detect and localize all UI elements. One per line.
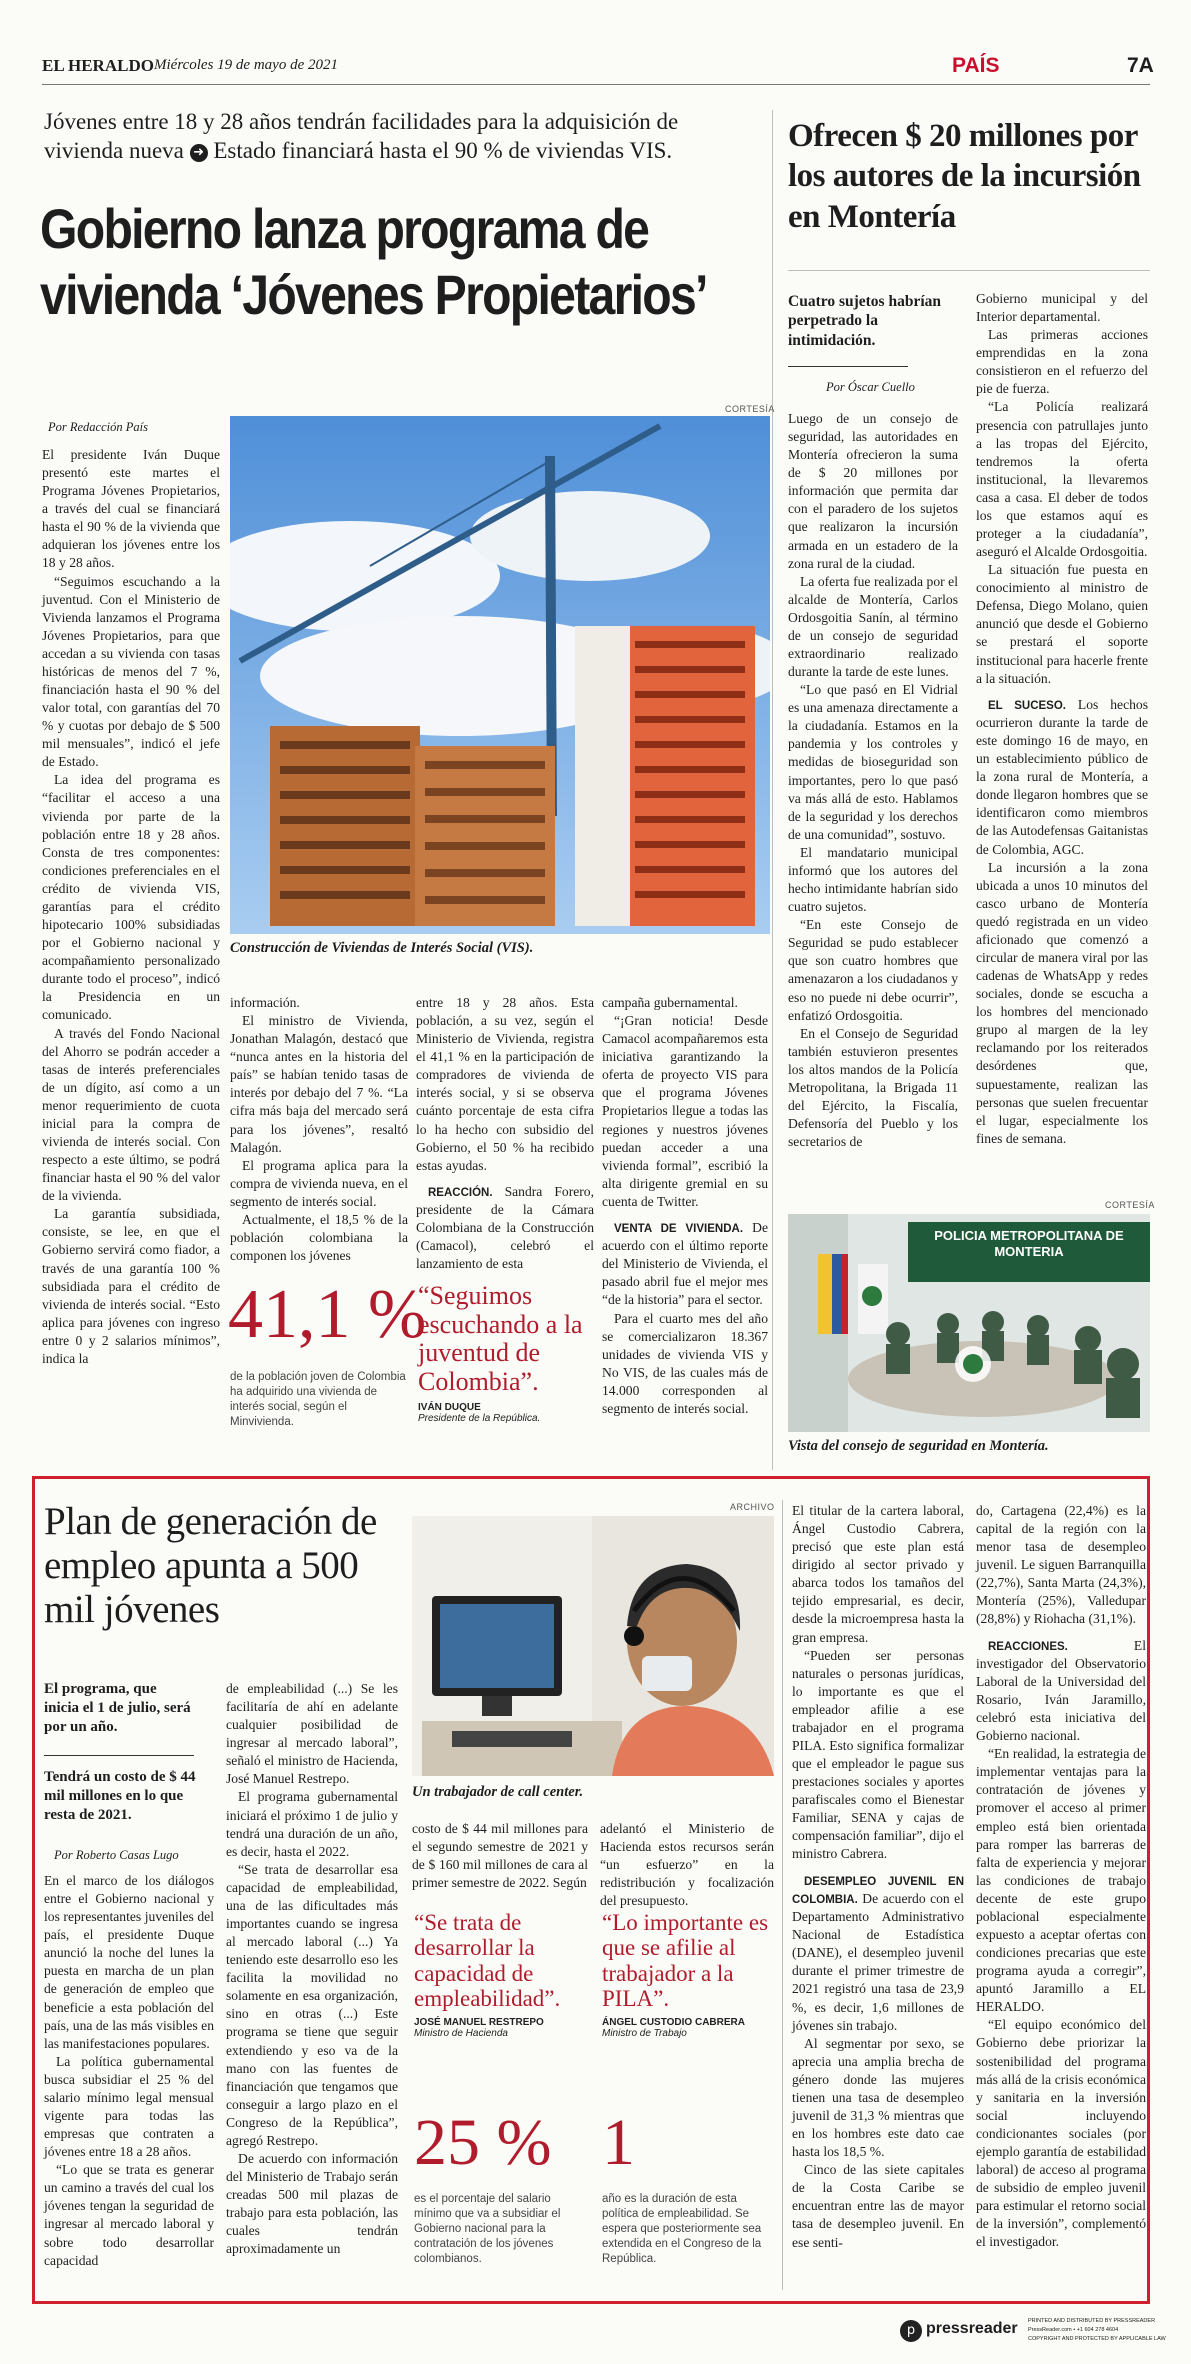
- side-column-1: [788, 410, 958, 1151]
- paragraph: A través del Fondo Nacional del Ahorro se podrán acceder a tasas de interés preferenciales de un dígito, así como a un menor requerimiento de cuota inicial para la compra de vivienda de interés social. Con respecto a este último, se podrá financiar hasta el 90 % del valor de la vivienda.: [42, 1025, 220, 1204]
- paragraph: “La Policía realizará presencia con patrullajes junto a las tropas del Ejército, tendremos la oferta institucional, la llevaremos casa a casa. El deber de todos los que estamos aquí es proteger a la ciudadanía”, aseguró el Alcalde Ordosgoitia.: [976, 399, 1148, 560]
- side-photo-credit: CORTESÍA: [1105, 1200, 1155, 1210]
- quote-author-role: Ministro de Hacienda: [414, 2028, 508, 2040]
- main-byline: Por Redacción País: [48, 420, 148, 434]
- paragraph: “En realidad, la estrategia de implementar ventajas para la contratación de jóvenes y promover el acceso al primer empleo está bien orientada para romper las barreras de falta de experiencia y mejorar las condiciones de trabajo decente de este grupo poblacional especialmente expuesto a aceptar ofertas con condiciones precarias que este programa ayuda a corregir”, apuntó Jaramillo a EL HERALDO.: [976, 1746, 1146, 2015]
- paragraph: De acuerdo con información del Ministerio de Trabajo serán creadas 500 mil plazas de trabajo para esta población, las cuales tendrán aproximadamente un: [226, 2151, 398, 2257]
- call-center-photo: [412, 1516, 774, 1776]
- paragraph: información.: [230, 995, 300, 1010]
- quote-author: JOSÉ MANUEL RESTREPO: [414, 2017, 544, 2029]
- paragraph-text: Los hechos ocurrieron durante la tarde de este domingo 16 de mayo, en un establecimiento público de la zona rural de Montería, a donde llegaron hombres que se identificaron como miembros de las Autodefensas Gaitanistas de Colombia, AGC.: [976, 696, 1148, 857]
- paragraph: La política gubernamental busca subsidiar el 25 % del salario mínimo legal mensual vigente para todas las empresas que contraten a jóvenes entre 18 a 28 años.: [44, 2053, 214, 2160]
- subhead-suceso: EL SUCESO.: [988, 699, 1066, 712]
- paragraph: Cinco de las siete capitales de la Costa Caribe se encuentran entre las de mayor tasa de desempleo juvenil. En ese senti-: [792, 2162, 964, 2250]
- column-rule-main-side: [772, 110, 773, 1470]
- paragraph: Actualmente, el 18,5 % de la población colombiana la componen los jóvenes: [230, 1211, 408, 1264]
- paragraph: Gobierno municipal y del Interior departamental.: [976, 291, 1148, 325]
- side-byline: Por Óscar Cuello: [826, 380, 915, 394]
- construction-illustration: [230, 416, 770, 934]
- empleo-byline: Por Roberto Casas Lugo: [54, 1848, 179, 1862]
- subhead-venta: VENTA DE VIVIENDA.: [614, 1222, 744, 1235]
- subhead-reacciones: REACCIONES.: [988, 1640, 1068, 1653]
- paragraph: “Seguimos escuchando a la juventud. Con el Ministerio de Vivienda lanzamos el Programa Jóvenes Propietarios, para que accedan a su vivienda con tasas históricas de menos del 7 %, financiación hasta el 90 % del valor total, con garantías del 70 % y cuotas por debajo de $ 500 mil mensuales”, indicó el jefe de Estado.: [42, 573, 220, 770]
- paragraph: El mandatario municipal informó que los autores del hecho intimidante habrían sido cuatro sujetos.: [788, 844, 958, 915]
- paragraph: campaña gubernamental.: [602, 995, 738, 1010]
- paragraph: “Lo que se trata es generar un camino a través del cual los jóvenes tengan la seguridad de ingresar al mercado laboral y sobre todo desarrollar capacidad: [44, 2162, 214, 2268]
- empleo-column-2: [226, 1680, 398, 2259]
- paragraph: La incursión a la zona ubicada a unos 10 minutos del casco urbano de Montería quedó registrada en un video aficionado que comenzó a circular de manera viral por las cadenas de WhatsApp y redes sociales, donde se escucha a los hombres del mencionado grupo al margen de la ley reclamando por los reiterados desórdenes que, supuestamente, realizan las personas que suelen frecuentar el lugar, especialmente los fines de semana.: [976, 859, 1148, 1146]
- paragraph-text: Sandra Forero, presidente de la Cámara Colombiana de la Construcción (Camacol), celebró el lanzamiento de esta: [416, 1183, 594, 1272]
- page-number: 7A: [1127, 54, 1154, 77]
- quote-author-role: Ministro de Trabajo: [602, 2028, 687, 2040]
- empleo-photo-caption: Un trabajador de call center.: [412, 1784, 584, 1800]
- empleo-headline: Plan de generación de empleo apunta a 500 mil jóvenes: [44, 1500, 377, 1632]
- paragraph: En el marco de los diálogos entre el Gobierno nacional y los representantes juveniles del país, el presidente Duque anunció la noche del lunes la puesta en marcha de un plan de generación de empleo que beneficie a esta población del país, una de las más visibles en las manifestaciones populares.: [44, 1873, 214, 2051]
- paragraph: [976, 696, 1148, 859]
- paragraph: Las primeras acciones emprendidas en la zona consistieron en el refuerzo del pie de fuerza.: [976, 327, 1148, 397]
- arrow-icon: ➜: [190, 144, 208, 162]
- main-pull-quote: [418, 1282, 593, 1424]
- main-kicker: [44, 108, 759, 166]
- side-photo-caption: Vista del consejo de seguridad en Montería.: [788, 1438, 1049, 1454]
- quote-text: “Se trata de desarrollar la capacidad de empleabilidad”.: [414, 1910, 561, 2011]
- paragraph: [792, 1872, 964, 2035]
- main-headline: [40, 196, 780, 328]
- paragraph-text: De acuerdo con el último reporte del Ministerio de Vivienda, el pasado abril fue el mejor mes “de la historia” para el sector.: [602, 1219, 768, 1308]
- empleo-column-3: [412, 1820, 588, 1892]
- empleo-column-4: [600, 1820, 774, 1910]
- paragraph-text: El investigador del Observatorio Laboral de la Universidad del Rosario, Iván Jaramillo, celebró esta iniciativa del Gobierno nacional.: [976, 1637, 1146, 1744]
- pressreader-brand: pressreader: [926, 2320, 1018, 2337]
- paragraph: [416, 1183, 594, 1274]
- paragraph: adelantó el Ministerio de Hacienda estos recursos serán “un esfuerzo” en la redistribución y focalización del presupuesto.: [600, 1821, 774, 1909]
- header-rule: [42, 84, 1150, 85]
- paragraph: “El equipo económico del Gobierno debe priorizar la sostenibilidad del programa más allá de la crisis económica y sanitaria en la inversión social incluyendo condicionantes sociales (por ejemplo garantía de estabilidad laboral) de acceso al programa de subsidio de empleo juvenil para estimular el retorno social de la inversión”, complementó el investigador.: [976, 2017, 1146, 2250]
- empleo-deck-2: Tendrá un costo de $ 44 mil millones en lo que resta de 2021.: [44, 1769, 196, 1823]
- empleo-pull-quote-1: [414, 1910, 592, 2039]
- empleo-deck-rule: [44, 1755, 194, 1756]
- quote-author-role: Presidente de la República.: [418, 1413, 541, 1425]
- paragraph: En el Consejo de Seguridad también estuvieron presentes los altos mandos de la Policía Metropolitana, la Brigada 11 del Ejército, la Fiscalía, Defensoría del Pueblo y los secretarios de: [788, 1025, 958, 1150]
- empleo-column-5: [792, 1502, 964, 2252]
- kicker-text-2: Estado financiará hasta el 90 % de viviendas VIS.: [213, 137, 673, 163]
- paragraph: El programa gubernamental iniciará el próximo 1 de julio y tendrá una duración de un año, es decir, hasta el 2022.: [226, 1789, 398, 1859]
- empleo-deck-1: El programa, que inicia el 1 de julio, será por un año.: [44, 1681, 191, 1735]
- paragraph: costo de $ 44 mil millones para el segundo semestre de 2021 y de $ 160 mil millones de cara al primer semestre de 2022. Según: [412, 1821, 588, 1891]
- issue-date: Miércoles 19 de mayo de 2021: [154, 57, 338, 73]
- paragraph: El titular de la cartera laboral, Ángel Custodio Cabrera, precisó que este plan está dirigido al sector privado y abarca todos los tamaños del tejido empresarial, es decir, desde la microempresa hasta la gran empresa.: [792, 1503, 964, 1645]
- paragraph: La oferta fue realizada por el alcalde de Montería, Carlos Ordosgoitia Sanín, al término de un consejo de seguridad extraordinario realizado durante la tarde de este lunes.: [788, 573, 958, 680]
- pressreader-legal-1: PRINTED AND DISTRIBUTED BY PRESSREADER: [1028, 2318, 1156, 2324]
- empleo-photo-credit: ARCHIVO: [730, 1502, 775, 1512]
- construction-photo: [230, 416, 770, 934]
- pressreader-logo-icon: p: [900, 2320, 922, 2342]
- call-center-illustration: [412, 1516, 774, 1776]
- side-headline: Ofrecen $ 20 millones por los autores de la incursión en Montería: [788, 118, 1141, 235]
- main-photo-credit: CORTESÍA: [725, 404, 775, 414]
- headline-line-1: Gobierno lanza programa de: [40, 197, 649, 260]
- quote-author: ÁNGEL CUSTODIO CABRERA: [602, 2017, 745, 2029]
- paragraph: “Pueden ser personas naturales o personas jurídicas, lo importante es que el empleador afilie a ese trabajador en el programa PILA. Esto significa formalizar que el empleador le pague sus prestaciones sociales y aportes parafiscales como el Bienestar Familiar, SENA y cajas de compensación familiar”, dijo el ministro Cabrera.: [792, 1647, 964, 1862]
- main-column-1: [42, 446, 220, 1466]
- kicker-text: Jóvenes entre 18 y 28 años tendrán facilidades para la adquisición de vivienda nueva: [44, 109, 679, 163]
- empleo-column-1: [44, 1872, 214, 2270]
- police-sign: POLICIA METROPOLITANA DE MONTERIA: [934, 1228, 1124, 1260]
- side-headline-rule: [788, 270, 1150, 271]
- paragraph: entre 18 y 28 años. Esta población, a su vez, según el Ministerio de Vivienda, registra el 41,1 % en la participación de compradores de vivienda de interés social, y si se observa cuánto porcentaje de esta cifra lo ha hecho con subsidio del Gobierno, el 50 % ha recibido estas ayudas.: [416, 995, 594, 1173]
- pressreader-legal-3: COPYRIGHT AND PROTECTED BY APPLICABLE LAW: [1028, 2336, 1166, 2342]
- paragraph: Luego de un consejo de seguridad, las autoridades en Montería ofrecieron la suma de $ 20 millones por información que permita dar con el paradero de los sujetos que realizaron la incursión armada en un estadero de la zona rural de la ciudad.: [788, 411, 958, 571]
- empleo-pull-quote-2: [602, 1910, 778, 2039]
- paragraph: Para el cuarto mes del año se comercializaron 18.367 unidades de vivienda VIS y No VIS, de las cuales más de 14.000 corresponden al segmento de interés social.: [602, 1310, 768, 1416]
- empleo-column-rule: [782, 1500, 783, 2290]
- paragraph-text: De acuerdo con el Departamento Administrativo Nacional de Estadística (DANE), el desempleo juvenil durante el primer trimestre de 2021 registró una tasa de 23,9 %, es decir, 1,6 millones de jóvenes sin trabajo.: [792, 1890, 964, 2033]
- main-column-4: [602, 994, 768, 1418]
- paragraph: El ministro de Vivienda, Jonathan Malagón, destacó que “nunca antes en la historia del país” se habían tenido tasas de interés por debajo del 7 %. “La cifra más baja del mercado será para los jóvenes”, resaltó Malagón.: [230, 1013, 408, 1155]
- main-column-2: [230, 994, 408, 1265]
- stat-41-description: de la población joven de Colombia ha adquirido una vivienda de interés social, según el Minvivienda.: [230, 1371, 406, 1428]
- main-column-3: [416, 994, 594, 1273]
- subhead-desempleo: DESEMPLEO JUVENIL EN COLOMBIA.: [792, 1875, 964, 1906]
- stat-25-description: es el porcentaje del salario mínimo que va a subsidiar el Gobierno nacional para la contratación de los jóvenes colombianos.: [414, 2193, 561, 2265]
- subhead-reaccion: REACCIÓN.: [428, 1186, 493, 1199]
- stat-1-description: año es la duración de esta política de empleabilidad. Se espera que posteriormente sea extendida en el Congreso de la República.: [602, 2193, 762, 2265]
- pressreader-footer: [900, 2316, 1166, 2350]
- quote-author: IVÁN DUQUE: [418, 1402, 481, 1414]
- side-column-2: [976, 290, 1148, 1148]
- paragraph: La garantía subsidiada, consiste, se lee, en que el Gobierno servirá como fiador, a través de una garantía 100 % subsidiada para el crédito de vivienda de interés social. “Esto aplica para jóvenes con ingreso entre 0 y 2 salarios mínimos”, indica la: [42, 1206, 220, 1366]
- pressreader-legal-2: PressReader.com • +1 604 278 4604: [1028, 2327, 1119, 2333]
- side-deck-rule: [788, 366, 908, 367]
- paragraph: “Lo que pasó en El Vidrial es una amenaza directamente a la ciudadanía. Estamos en la pandemia y los controles y medidas de bioseguridad son importantes, pero lo que pasó va más allá de esto. Hablamos de la seguridad y los derechos de una comunidad”, sostuvo.: [788, 682, 958, 842]
- stat-1-value: 1: [602, 2106, 635, 2179]
- empleo-column-6: [976, 1502, 1146, 2251]
- stat-41-value: 41,1 %: [228, 1276, 427, 1353]
- main-photo-caption: Construcción de Viviendas de Interés Social (VIS).: [230, 940, 534, 956]
- paragraph: Al segmentar por sexo, se aprecia una amplia brecha de género donde las mujeres tienen una tasa de desempleo juvenil de 31,3 % mientras que en los hombres este dato cae hasta los 18,5 %.: [792, 2035, 964, 2160]
- quote-text: “Lo importante es que se afilie al trabajador a la PILA”.: [602, 1910, 769, 2011]
- paragraph: “Se trata de desarrollar esa capacidad de empleabilidad, una de las dificultades más importantes cuando se ingresa al mercado laboral (...) Ya teniendo este desarrollo eso les facilita la movilidad no solamente en esa organización, sino en otras (...) Este programa se tiene que seguir extendiendo y eso va de la mano con las fuentes de financiación que tengamos que conseguir a largo plazo en el Congreso de la República”, agregó Restrepo.: [226, 1861, 398, 2148]
- paragraph: La idea del programa es “facilitar el acceso a una vivienda por parte de la población entre 18 y 28 años. Consta de tres componentes: condiciones preferenciales en el crédito de vivienda VIS, garantías para el crédito hipotecario 100% subsidiadas por el Gobierno nacional y acompañamiento personalizado durante todo el proceso”, indicó la Presidencia en un comunicado.: [42, 772, 220, 1023]
- newspaper-name: EL HERALDO: [42, 56, 154, 75]
- headline-line-2: vivienda ‘Jóvenes Propietarios’: [40, 263, 707, 326]
- stat-25-value: 25 %: [414, 2106, 552, 2179]
- paragraph: El programa aplica para la compra de vivienda nueva, en el segmento de interés social.: [230, 1157, 408, 1209]
- paragraph: do, Cartagena (22,4%) es la capital de la región con la menor tasa de desempleo juvenil. Le siguen Barranquilla (22,7%), Santa Marta (24,3%), Montería (25%), Valledupar (28,8%) y Riohacha (31,1%).: [976, 1503, 1146, 1627]
- paragraph: de empleabilidad (...) Se les facilitaría de ahí en adelante cualquier posibilidad de ingresar al mercado laboral”, señaló el ministro de Hacienda, José Manuel Restrepo.: [226, 1681, 398, 1787]
- paragraph: “¡Gran noticia! Desde Camacol acompañaremos esta iniciativa garantizando la oferta de proyecto VIS para que el programa Jóvenes Propietarios llegue a todas las regiones y nuestros jóvenes puedan acceder a una vivienda formal”, escribió la alta dirigente gremial en su cuenta de Twitter.: [602, 1013, 768, 1209]
- paragraph: El presidente Iván Duque presentó este martes el Programa Jóvenes Propietarios, a través del cual se financiará hasta el 90 % de la vivienda que adquieran los jóvenes entre los 18 y 28 años.: [42, 447, 220, 571]
- section-label: PAÍS: [952, 54, 1000, 77]
- page-header: [42, 52, 1154, 82]
- paragraph: [602, 1219, 768, 1310]
- paragraph: La situación fue puesta en conocimiento al ministro de Defensa, Diego Molano, quien anunció que desde el Gobierno se prestará el soporte institucional para hacerle frente a la situación.: [976, 562, 1148, 686]
- paragraph: [976, 1637, 1146, 1746]
- paragraph: “En este Consejo de Seguridad se pudo establecer que son cuatro hombres que amenazaron a los ciudadanos y eso no puede ni debe ocurrir”, enfatizó Ordosgoitia.: [788, 917, 958, 1023]
- security-council-photo: [788, 1214, 1150, 1432]
- side-deck: Cuatro sujetos habrían perpetrado la intimidación.: [788, 293, 942, 349]
- quote-text: “Seguimos escuchando a la juventud de Colombia”.: [418, 1281, 583, 1396]
